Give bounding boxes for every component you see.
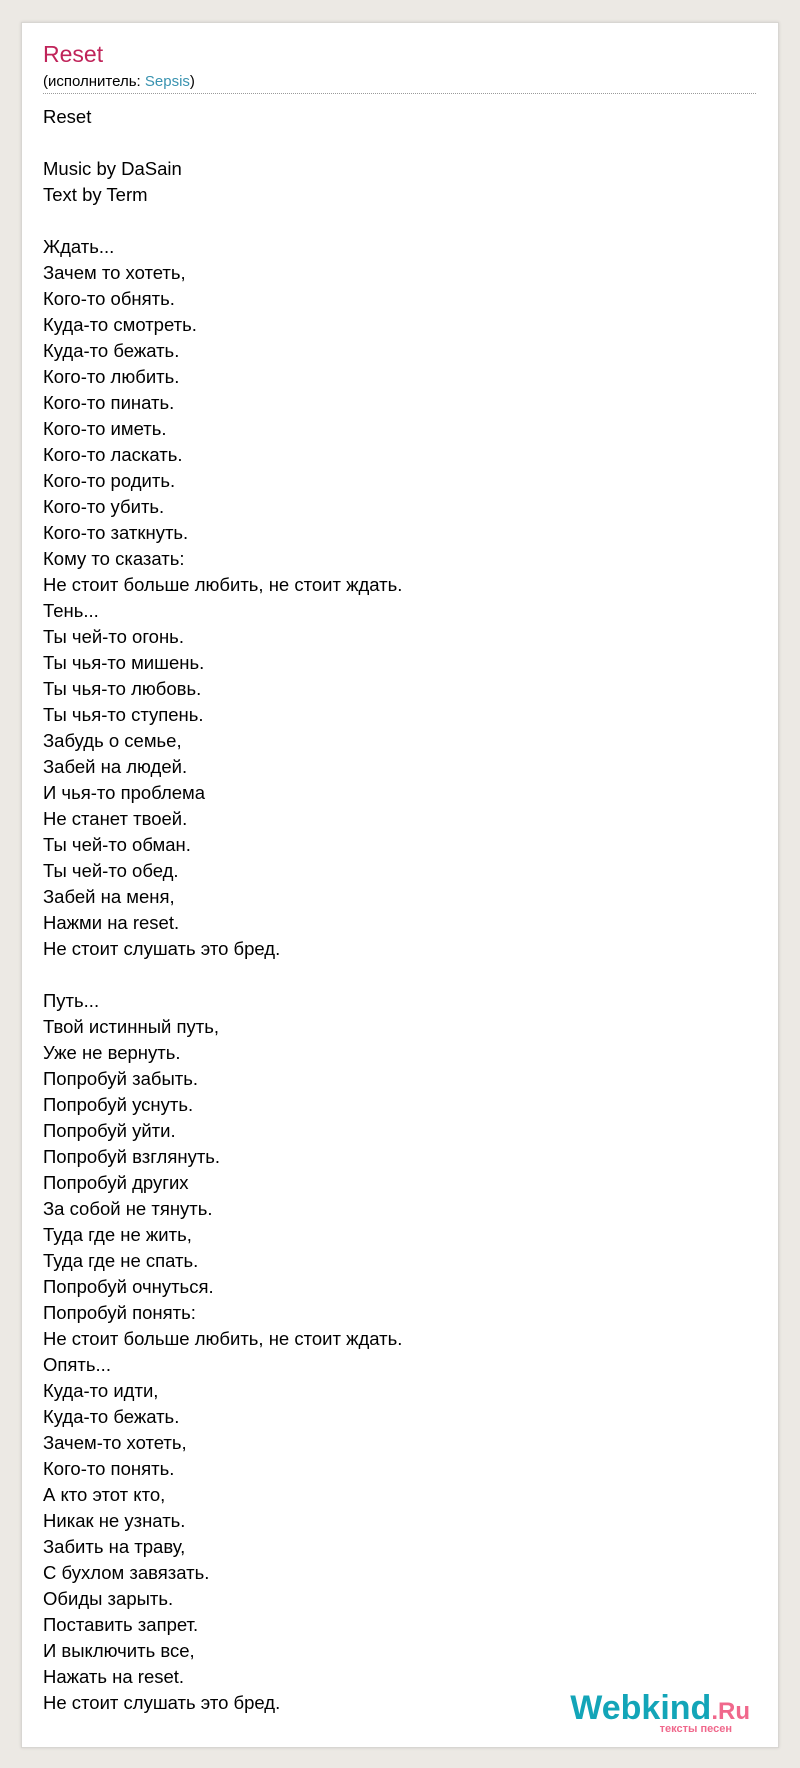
lyrics-line: С бухлом завязать. [43,1562,210,1583]
lyrics-line: Ты чей-то обман. [43,834,191,855]
artist-line [43,73,195,90]
lyrics-line: Кого-то понять. [43,1458,175,1479]
lyrics-line: Твой истинный путь, [43,1016,219,1037]
lyrics-line: Music by DaSain [43,158,182,179]
lyrics-line: И чья-то проблема [43,782,206,803]
lyrics-line: Попробуй уснуть. [43,1094,194,1115]
lyrics-line: Text by Term [43,184,148,205]
lyrics-line: Куда-то бежать. [43,340,180,361]
lyrics-line: Кого-то пинать. [43,392,175,413]
lyrics-line: Ты чья-то любовь. [43,678,202,699]
logo-name: Webkind [570,1689,712,1727]
lyrics-line: Тень... [43,600,99,621]
webkind-logo[interactable] [550,1689,750,1735]
lyrics-line: Не стоит больше любить, не стоит ждать. [43,574,403,595]
title-divider [43,93,756,94]
lyrics-line: Попробуй уйти. [43,1120,176,1141]
lyrics-line: Reset [43,106,92,127]
lyrics-line: Туда где не жить, [43,1224,192,1245]
lyrics-line [43,208,743,234]
lyrics-line: Попробуй забыть. [43,1068,199,1089]
lyrics-line: За собой не тянуть. [43,1198,213,1219]
lyrics-line: Ты чей-то обед. [43,860,179,881]
lyrics-line: Зачем-то хотеть, [43,1432,187,1453]
lyrics-card [21,22,779,1748]
lyrics-line: Забудь о семье, [43,730,182,751]
lyrics-line: Туда где не спать. [43,1250,199,1271]
lyrics-line: Ты чья-то мишень. [43,652,205,673]
lyrics-line: Кому то сказать: [43,548,185,569]
lyrics-line: Зачем то хотеть, [43,262,186,283]
lyrics-line: Не стоит слушать это бред. [43,1692,281,1713]
lyrics-line: Уже не вернуть. [43,1042,181,1063]
lyrics-line: Поставить запрет. [43,1614,199,1635]
lyrics-line: Кого-то обнять. [43,288,175,309]
lyrics-line: Куда-то бежать. [43,1406,180,1427]
lyrics-line: Ты чей-то огонь. [43,626,184,647]
lyrics-text [43,104,743,1716]
lyrics-line: Кого-то убить. [43,496,165,517]
lyrics-line: И выключить все, [43,1640,195,1661]
lyrics-line: Попробуй очнуться. [43,1276,214,1297]
logo-tagline: тексты песен [659,1723,732,1735]
lyrics-line: Никак не узнать. [43,1510,186,1531]
lyrics-line: Кого-то родить. [43,470,176,491]
lyrics-line: Кого-то любить. [43,366,180,387]
lyrics-line: Нажать на reset. [43,1666,185,1687]
artist-prefix: (исполнитель: [43,73,145,90]
lyrics-line: Кого-то ласкать. [43,444,183,465]
lyrics-line [43,130,743,156]
lyrics-line: А кто этот кто, [43,1484,166,1505]
lyrics-line: Забей на меня, [43,886,175,907]
lyrics-line: Забить на траву, [43,1536,186,1557]
logo-tld: .Ru [711,1698,750,1725]
lyrics-line: Не стоит больше любить, не стоит ждать. [43,1328,403,1349]
lyrics-line: Ты чья-то ступень. [43,704,204,725]
lyrics-line: Опять... [43,1354,111,1375]
lyrics-line: Не станет твоей. [43,808,188,829]
song-title: Reset [43,41,104,67]
lyrics-line [43,962,743,988]
lyrics-line: Ждать... [43,236,115,257]
lyrics-line: Куда-то смотреть. [43,314,197,335]
lyrics-line: Куда-то идти, [43,1380,159,1401]
lyrics-line: Попробуй взглянуть. [43,1146,221,1167]
lyrics-line: Попробуй других [43,1172,189,1193]
lyrics-line: Кого-то иметь. [43,418,167,439]
lyrics-line: Забей на людей. [43,756,188,777]
lyrics-line: Нажми на reset. [43,912,180,933]
lyrics-line: Не стоит слушать это бред. [43,938,281,959]
lyrics-line: Кого-то заткнуть. [43,522,189,543]
artist-suffix: ) [189,73,195,90]
artist-link[interactable]: Sepsis [144,73,190,90]
lyrics-line: Обиды зарыть. [43,1588,174,1609]
lyrics-line: Попробуй понять: [43,1302,196,1323]
lyrics-line: Путь... [43,990,100,1011]
